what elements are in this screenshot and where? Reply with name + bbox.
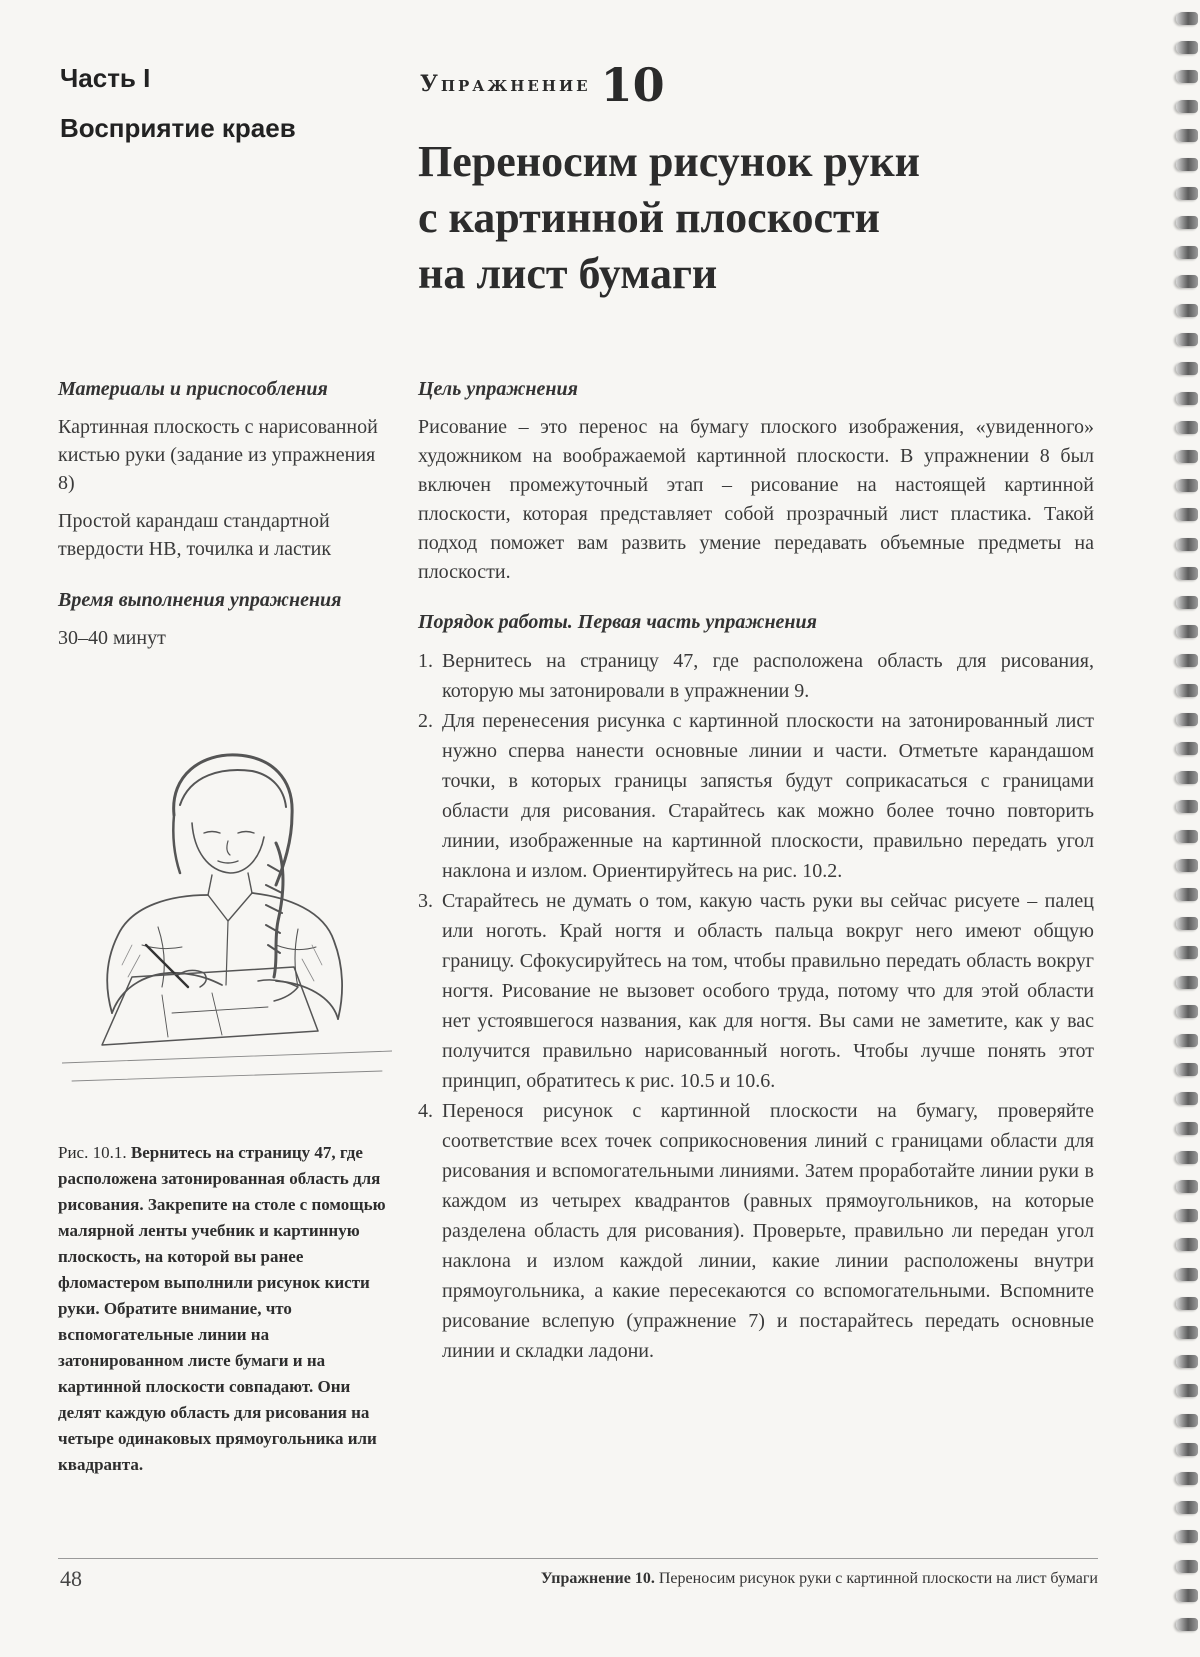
part-header (60, 62, 296, 144)
spiral-ring (1176, 976, 1198, 989)
spiral-ring (1176, 567, 1198, 580)
spiral-ring (1176, 1297, 1198, 1310)
spiral-ring (1176, 1384, 1198, 1397)
materials-item: Картинная плоскость с нарисованной кистью руки (задание из упражнения 8) (58, 416, 378, 494)
spiral-ring (1176, 450, 1198, 463)
spiral-ring (1176, 1443, 1198, 1456)
exercise-word: Упражнение (420, 71, 591, 97)
spiral-ring (1176, 771, 1198, 784)
spiral-ring (1176, 12, 1198, 25)
spiral-ring (1176, 1034, 1198, 1047)
spiral-ring (1176, 946, 1198, 959)
spiral-ring (1176, 187, 1198, 200)
running-footer (541, 1570, 1098, 1588)
step-number: 4. (418, 1100, 433, 1122)
spiral-ring (1176, 246, 1198, 259)
spiral-ring (1176, 1618, 1198, 1631)
spiral-ring (1176, 1355, 1198, 1368)
spiral-ring (1176, 1268, 1198, 1281)
spiral-ring (1176, 1151, 1198, 1164)
materials-item: Простой карандаш стандартной твердости HB, точилка и ластик (58, 510, 332, 560)
steps-list (418, 646, 1094, 1366)
spiral-ring (1176, 1005, 1198, 1018)
steps-heading: Порядок работы. Первая часть упражнения (418, 611, 817, 633)
spiral-ring (1176, 1530, 1198, 1543)
spiral-ring (1176, 1063, 1198, 1076)
spiral-ring (1176, 1238, 1198, 1251)
spiral-ring (1176, 625, 1198, 638)
spiral-ring (1176, 859, 1198, 872)
spiral-ring (1176, 41, 1198, 54)
goal-heading: Цель упражнения (418, 378, 578, 400)
figure-caption (58, 1140, 393, 1478)
spiral-ring (1176, 421, 1198, 434)
spiral-ring (1176, 1122, 1198, 1135)
part-title: Восприятие краев (60, 113, 296, 143)
step-text: Старайтесь не думать о том, какую часть руки вы сейчас рисуете – палец или ноготь. Край ногтя и область пальца вокруг него имеют общую границу. Сфокусируйтесь на том, чтобы правильно передать область вокруг ногтя. Рисование не вызовет особого труда, потому что для этой области нет устоявшегося названия, как для ногтя. Вы сами не заметите, как у вас получится правильно нарисованный ноготь. Чтобы лучше понять этот принцип, обратитесь к рис. 10.5 и 10.6. (442, 890, 1094, 1092)
spiral-ring (1176, 800, 1198, 813)
exercise-number: 10 (600, 58, 665, 112)
spiral-ring (1176, 1589, 1198, 1602)
step-text: Перенося рисунок с картинной плоскости на бумагу, проверяйте соответствие всех точек соприкосновения линий с границами области для рисования и вспомогательными линиями. Затем проработайте линии руки в каждом из четырех квадрантов (равных прямоугольников, на которые разделена область для рисования). Проверьте, правильно ли передан угол наклона и излом каждой линии, какие линии расположены внутри прямоугольника, а какие пересекаются со вспомогательными. Вспомните рисование вслепую (упражнение 7) и постарайтесь передать основные линии и складки ладони. (442, 1100, 1094, 1362)
spiral-ring (1176, 830, 1198, 843)
spiral-ring (1176, 479, 1198, 492)
drawing-woman-illustration (62, 745, 392, 1095)
spiral-ring (1176, 1560, 1198, 1573)
time-heading: Время выполнения упражнения (58, 589, 342, 611)
spiral-ring (1176, 654, 1198, 667)
spiral-ring (1176, 1092, 1198, 1105)
spiral-ring (1176, 888, 1198, 901)
running-footer-text: Переносим рисунок руки с картинной плоскости на лист бумаги (658, 1570, 1098, 1587)
spiral-ring (1176, 362, 1198, 375)
part-label: Часть I (60, 63, 151, 93)
spiral-ring (1176, 158, 1198, 171)
title-line-2: с картинной плоскости (418, 193, 880, 242)
spiral-ring (1176, 508, 1198, 521)
list-item (418, 1096, 1094, 1366)
caption-label: Рис. 10.1. (58, 1143, 127, 1162)
step-number: 2. (418, 710, 433, 732)
spiral-ring (1176, 70, 1198, 83)
spiral-ring (1176, 129, 1198, 142)
spiral-ring (1176, 1414, 1198, 1427)
spiral-ring (1176, 216, 1198, 229)
spiral-ring (1176, 596, 1198, 609)
spiral-ring (1176, 100, 1198, 113)
footer-divider (58, 1558, 1098, 1559)
spiral-ring (1176, 1501, 1198, 1514)
spiral-ring (1176, 742, 1198, 755)
list-item (418, 646, 1094, 706)
exercise-label (420, 58, 665, 112)
step-text: Вернитесь на страницу 47, где расположена область для рисования, которую мы затонировали в упражнении 9. (442, 650, 1094, 702)
goal-text: Рисование – это перенос на бумагу плоского изображения, «увиденного» художником на воображаемой картинной плоскости. В упражнении 8 был включен промежуточный этап – рисование на настоящей картинной плоскости, которая представляет собой прозрачный лист пластика. Такой подход поможет вам развить умение передавать объемные предметы на плоскости. (418, 416, 1094, 583)
page-number: 48 (60, 1566, 82, 1591)
step-number: 3. (418, 890, 433, 912)
exercise-title (418, 134, 1058, 302)
time-value: 30–40 минут (58, 627, 166, 649)
spiral-ring (1176, 392, 1198, 405)
spiral-binding (1166, 10, 1200, 1650)
title-line-1: Переносим рисунок руки (418, 137, 921, 186)
spiral-ring (1176, 1209, 1198, 1222)
caption-text: Вернитесь на страницу 47, где расположена затонированная область для рисования. Закрепите на столе с помощью малярной ленты учебник и картинную плоскость, на которой вы ранее фломастером выполнили рисунок кисти руки. Обратите внимание, что вспомогательные линии на затонированном листе бумаги и на картинной плоскости совпадают. Они делят каждую область для рисования на четыре одинаковых прямоугольника или квадранта. (58, 1143, 386, 1474)
spiral-ring (1176, 538, 1198, 551)
spiral-ring (1176, 304, 1198, 317)
spiral-ring (1176, 684, 1198, 697)
list-item (418, 886, 1094, 1096)
spiral-ring (1176, 917, 1198, 930)
spiral-ring (1176, 1180, 1198, 1193)
materials-heading: Материалы и приспособления (58, 378, 328, 400)
step-number: 1. (418, 650, 433, 672)
list-item (418, 706, 1094, 886)
spiral-ring (1176, 275, 1198, 288)
title-line-3: на лист бумаги (418, 249, 718, 298)
spiral-ring (1176, 333, 1198, 346)
spiral-ring (1176, 1472, 1198, 1485)
running-footer-bold: Упражнение 10. (540, 1570, 655, 1587)
main-column (418, 378, 1094, 1366)
sidebar-column (58, 378, 388, 662)
spiral-ring (1176, 713, 1198, 726)
step-text: Для перенесения рисунка с картинной плоскости на затонированный лист нужно сперва нанести основные линии и части. Отметьте карандашом точки, в которых границы запястья будут соприкасаться с границами области для рисования. Старайтесь как можно более точно повторить линии, изображенные на картинной плоскости, правильно передать угол наклона и излом. Ориентируйтесь на рис. 10.2. (442, 710, 1094, 882)
spiral-ring (1176, 1326, 1198, 1339)
